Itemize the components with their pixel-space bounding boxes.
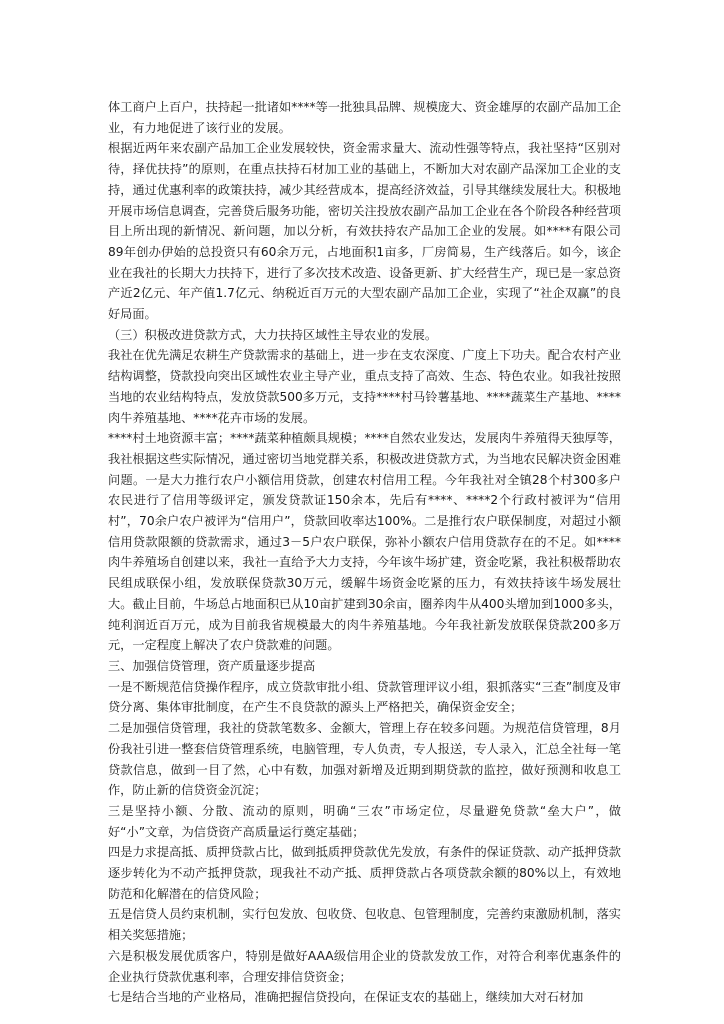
list-item-3: 三是坚持小额、分散、流动的原则，明确“三农”市场定位，尽量避免贷款“垒大户”，做好“小”文章，为信贷资产高质量运行奠定基础； <box>108 803 621 839</box>
list-item-4: 四是力求提高抵、质押贷款占比，做到抵质押贷款优先发放，有条件的保证贷款、动产抵押贷款逐步转化为不动产抵押贷款，现我社不动产抵、质押贷款占各项贷款余额的80%以上，有效地防范和化解潜在的信贷风险； <box>108 845 621 901</box>
list-item-6: 六是积极发展优质客户，特别是做好AAA级信用企业的贷款发放工作，对符合利率优惠条件的企业执行贷款优惠利率，合理安排信贷资金； <box>108 948 621 984</box>
paragraph-regional-agriculture: 我社在优先满足农耕生产贷款需求的基础上，进一步在支农深度、广度上下功夫。配合农村产业结构调整，贷款投向突出区域性农业主导产业，重点支持了高效、生态、特色农业。如我社按照当地的农业结构特点，发放贷款500多万元，支持****村马铃薯基地、****蔬菜生产基地、****肉牛养殖基地、****花卉市场的发展。 <box>108 348 621 425</box>
list-item-5: 五是信贷人员约束机制，实行包发放、包收贷、包收息、包管理制度，完善约束激励机制，落实相关奖惩措施； <box>108 907 621 943</box>
paragraph-credit-programs: ****村土地资源丰富；****蔬菜种植颇具规模；****自然农业发达，发展肉牛养殖得天独厚等，我社根据这些实际情况，通过密切当地党群关系，积极改进贷款方式，为当地农民解决资金困难问题。一是大力推行农户小额信用贷款，创建农村信用工程。今年我社对全镇28个村300多户农民进行了信用等级评定，颁发贷款证150余本，先后有****、****2个行政村被评为“信用村”，70余户农户被评为“信用户”，贷款回收率达100%。二是推行农户联保制度，对超过小额信用贷款限额的贷款需求，通过3－5户农户联保，弥补小额农户信用贷款存在的不足。如****肉牛养殖场自创建以来，我社一直给予大力支持，今年该牛场扩建，资金吃紧，我社积极帮助农民组成联保小组，发放联保贷款30万元，缓解牛场资金吃紧的压力，有效扶持该牛场发展壮大。截止目前，牛场总占地面积已从10亩扩建到30余亩，圈养肉牛从400头增加到1000多头，纯利润近百万元，成为目前我省规模最大的肉牛养殖基地。今年我社新发放联保贷款200多万元，一定程度上解决了农户贷款难的问题。 <box>108 431 621 653</box>
paragraph-intro-continuation: 体工商户上百户，扶持起一批诸如****等一批独具品牌、规模庞大、资金雄厚的农副产品加工企业，有力地促进了该行业的发展。 <box>108 100 621 135</box>
list-item-7: 七是结合当地的产业格局，准确把握信贷投向，在保证支农的基础上，继续加大对石材加 <box>108 990 584 1005</box>
section-heading-3: 三、加强信贷管理，资产质量逐步提高 <box>108 658 316 673</box>
paragraph-agri-processing-support: 根据近两年来农副产品加工企业发展较快，资金需求量大、流动性强等特点，我社坚持“区别对待，择优扶持”的原则，在重点扶持石材加工业的基础上，不断加大对农副产品深加工企业的支持，通过优惠利率的政策扶持，减少其经营成本，提高经济效益，引导其继续发展壮大。积极地开展市场信息调查，完善贷后服务功能，密切关注投放农副产品加工企业在各个阶段各种经营项目上所出现的新情况、新问题，加以分析，有效扶持农产品加工企业的发展。如****有限公司89年创办伊始的总投资只有60余万元，占地面积1亩多，厂房简易，生产线落后。如今，该企业在我社的长期大力扶持下，进行了多次技术改造、设备更新、扩大经营生产，现已是一家总资产近2亿元、年产值1.7亿元、纳税近百万元的大型农副产品加工企业，实现了“社企双赢”的良好局面。 <box>108 141 621 322</box>
list-item-1: 一是不断规范信贷操作程序，成立贷款审批小组、贷款管理评议小组，狠抓落实“三查”制度及审贷分离、集体审批制度，在产生不良贷款的源头上严格把关，确保资金安全； <box>108 679 621 715</box>
document-page <box>108 97 621 1008</box>
subsection-heading-3: （三）积极改进贷款方式，大力扶持区域性主导农业的发展。 <box>108 327 438 342</box>
list-item-2: 二是加强信贷管理，我社的贷款笔数多、金额大，管理上存在较多问题。为规范信贷管理，8月份我社引进一整套信贷管理系统，电脑管理，专人负责，专人报送，专人录入，汇总全社每一笔贷款信息，做到一目了然，心中有数，加强对新增及近期到期贷款的监控，做好预测和收息工作，防止新的信贷资金沉淀； <box>108 721 621 798</box>
